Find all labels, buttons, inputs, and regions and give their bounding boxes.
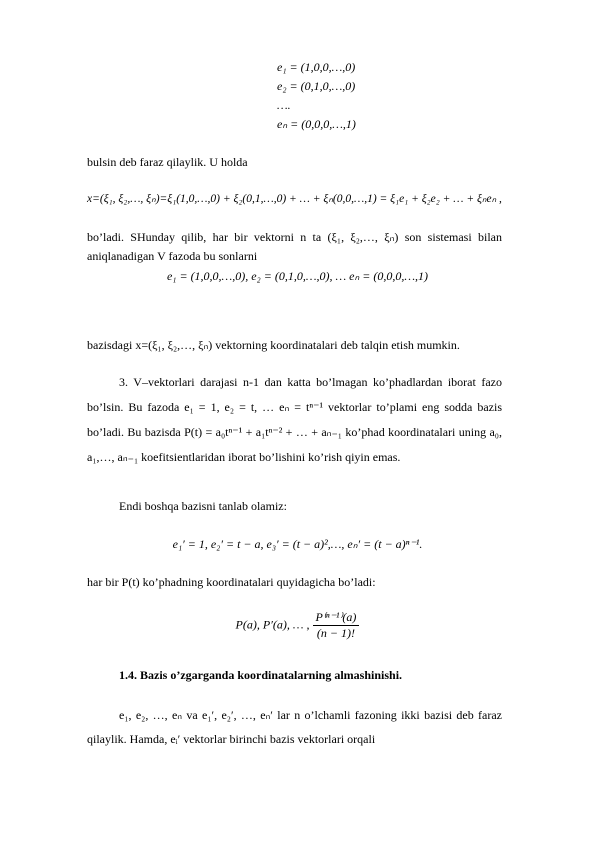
fraction-numerator: P⁽ⁿ⁻¹⁾(a)	[313, 610, 360, 626]
equation-4	[0, 610, 595, 641]
equation-1: x=(ξ₁, ξ₂,…, ξₙ)=ξ₁(1,0,…,0) + ξ₂(0,1,…,0) + … + ξₙ(0,0,…,1) = ξ₁e₁ + ξ₂e₂ + … + ξₙeₙ ,	[87, 193, 502, 205]
section-heading: 1.4. Bazis o’zgarganda koordinatalarning almashinishi.	[119, 668, 403, 682]
paragraph-3: bazisdagi x=(ξ₁, ξ₂,…, ξₙ) vektorning koordinatalari deb talqin etish mumkin.	[87, 338, 460, 352]
equation-4-prefix: P(a), P′(a), … ,	[235, 617, 310, 632]
equation-3: e₁′ = 1, e₂′ = t − a, e₃′ = (t − a)²,…, eₙ′ = (t − a)ⁿ⁻¹.	[172, 537, 423, 551]
basis-vectors	[277, 58, 356, 134]
paragraph-5: Endi boshqa bazisni tanlab olamiz:	[119, 499, 287, 513]
paragraph-7: e₁, e₂, …, eₙ va e₁′, e₂′, …, eₙ′ lar n o’lchamli fazoning ikki bazisi deb faraz qilaylik. Hamda, eᵢ′ vektorlar birinchi bazis vektorlari orqali	[87, 708, 502, 746]
fraction-denominator: (n − 1)!	[316, 626, 356, 640]
paragraph-1: bulsin deb faraz qilaylik. U holda	[87, 155, 248, 169]
paragraph-2: bo’ladi. SHunday qilib, har bir vektorni n ta (ξ₁, ξ₂,…, ξₙ) son sistemasi bilan aniqlanadigan V fazoda bu sonlarni	[87, 230, 502, 263]
basis-line-4: eₙ = (0,0,0,…,1)	[277, 117, 356, 131]
paragraph-6: har bir P(t) ko’phadning koordinatalari quyidagicha bo’ladi:	[87, 575, 376, 589]
basis-line-1: e₁ = (1,0,0,…,0)	[277, 60, 356, 74]
basis-line-3: ….	[277, 98, 291, 112]
equation-4-fraction	[313, 610, 360, 641]
equation-2: e₁ = (1,0,0,…,0), e₂ = (0,1,0,…,0), … eₙ = (0,0,0,…,1)	[166, 269, 429, 283]
basis-line-2: e₂ = (0,1,0,…,0)	[277, 79, 356, 93]
paragraph-4: 3. V–vektorlari darajasi n-1 dan katta bo’lmagan ko’phadlardan iborat fazo bo’lsin. Bu fazoda e₁ = 1, e₂ = t, … eₙ = tⁿ⁻¹ vektorlar to’plami eng sodda bazis bo’ladi. Bu bazisda P(t) = a₀tⁿ⁻¹ + a₁tⁿ⁻² + … + aₙ₋₁ ko’phad koordinatalari uning a₀, a₁,…, aₙ₋₁ koefitsientlaridan iborat bo’lishini ko’rish qiyin emas.	[87, 375, 502, 464]
